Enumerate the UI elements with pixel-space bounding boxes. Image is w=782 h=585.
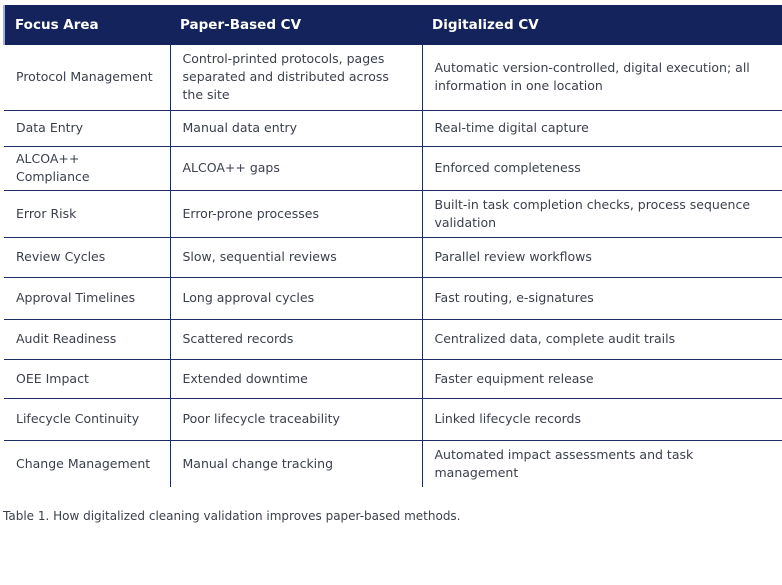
cell-paper: Scattered records [170, 319, 422, 359]
table-row [4, 146, 782, 190]
cell-focus: ALCOA++ Compliance [4, 146, 170, 190]
table-header [4, 5, 782, 45]
cell-digital: Faster equipment release [422, 359, 782, 398]
header-focus-area: Focus Area [4, 5, 170, 45]
cell-paper: Control-printed protocols, pages separated and distributed across the site [170, 45, 422, 110]
cell-digital: Parallel review workflows [422, 237, 782, 277]
cell-paper: Extended downtime [170, 359, 422, 398]
cell-focus: Protocol Management [4, 45, 170, 110]
cell-paper: Poor lifecycle traceability [170, 398, 422, 440]
table-row [4, 440, 782, 487]
cell-paper: ALCOA++ gaps [170, 146, 422, 190]
cell-paper: Long approval cycles [170, 277, 422, 319]
cell-paper: Error-prone processes [170, 190, 422, 237]
table-row [4, 45, 782, 110]
table-row [4, 319, 782, 359]
table-caption: Table 1. How digitalized cleaning validation improves paper-based methods. [3, 509, 461, 523]
table-row [4, 359, 782, 398]
cell-focus: Lifecycle Continuity [4, 398, 170, 440]
cell-focus: Change Management [16, 455, 151, 471]
table-row [4, 190, 782, 237]
table-body [4, 45, 782, 487]
cell-paper: Manual change tracking [170, 440, 422, 487]
header-digitalized-cv: Digitalized CV [422, 5, 782, 45]
cell-digital: Enforced completeness [422, 146, 782, 190]
cell-digital: Automated impact assessments and task management [422, 440, 782, 487]
cell-focus: Review Cycles [4, 237, 170, 277]
cell-paper: Manual data entry [170, 110, 422, 146]
table-row [4, 277, 782, 319]
cell-digital: Linked lifecycle records [422, 398, 782, 440]
cell-digital: Built-in task completion checks, process sequence validation [422, 190, 782, 237]
cell-digital: Fast routing, e-signatures [422, 277, 782, 319]
comparison-table [3, 5, 782, 487]
cell-focus: Approval Timelines [4, 277, 170, 319]
cell-focus: OEE Impact [4, 359, 170, 398]
cell-focus: Error Risk [4, 190, 170, 237]
table-row [4, 398, 782, 440]
cell-digital: Real-time digital capture [422, 110, 782, 146]
header-paper-based-cv: Paper-Based CV [170, 5, 422, 45]
cell-focus: Audit Readiness [4, 319, 170, 359]
cell-digital: Automatic version-controlled, digital execution; all information in one location [422, 45, 782, 110]
table-row [4, 110, 782, 146]
cell-digital: Centralized data, complete audit trails [422, 319, 782, 359]
table-row [4, 237, 782, 277]
cell-focus: Data Entry [4, 110, 170, 146]
cell-paper: Slow, sequential reviews [170, 237, 422, 277]
header-row [4, 5, 782, 45]
